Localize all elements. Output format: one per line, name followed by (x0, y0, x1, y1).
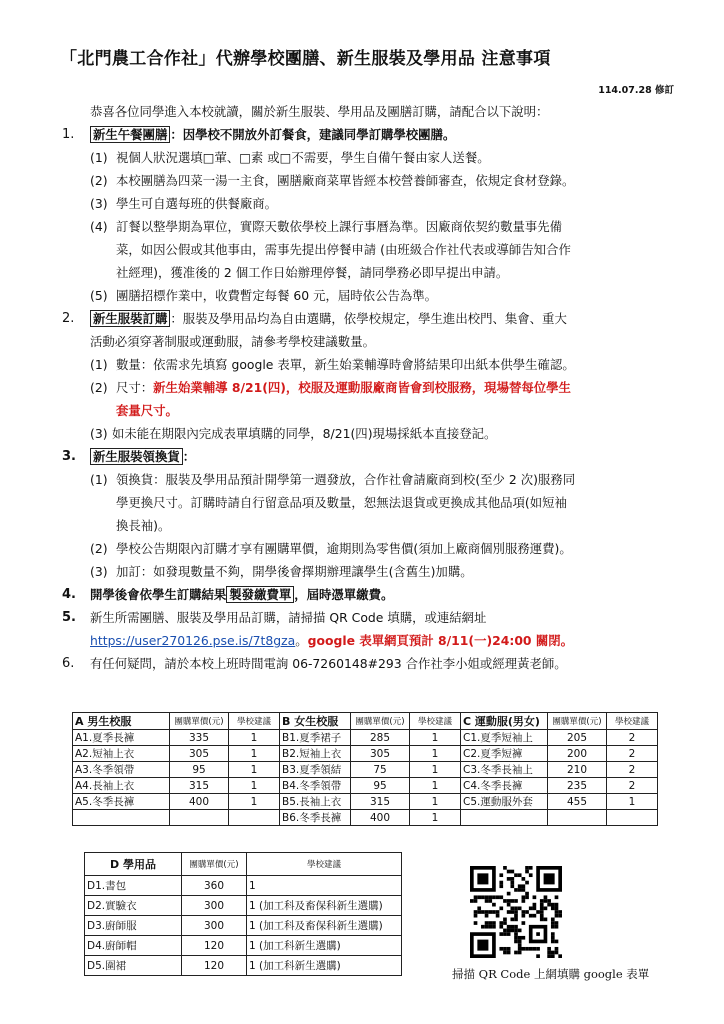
list-item (62, 353, 668, 376)
section-colon: ： (182, 449, 196, 464)
list-item (62, 468, 668, 491)
item-text: 團膳招標作業中，收費暫定每餐 60 元，屆時依公告為準。 (116, 288, 438, 303)
table-cell: 1 (607, 794, 658, 810)
table-cell: 95 (170, 762, 229, 778)
table-cell: 2 (607, 730, 658, 746)
item-number: (1) (90, 472, 108, 487)
table-cell (229, 810, 280, 826)
table-row (85, 876, 402, 896)
header-boys-uniform: A 男生校服 (73, 713, 170, 730)
section-text-continued: 活動必須穿著制服或運動服，請參考學校建議數量。 (90, 334, 375, 349)
item-text: 如未能在期限內完成表單填購的同學，8/21(四)現場採紙本直接登記。 (112, 426, 497, 441)
table-cell: 1 (410, 746, 461, 762)
table-cell: 1 (410, 810, 461, 826)
item-number: (5) (90, 288, 108, 303)
section-5 (62, 606, 668, 629)
section-number: 3. (62, 449, 76, 464)
qr-code-icon[interactable] (470, 866, 562, 958)
section-text: 開學後會依學生訂購結果 (90, 587, 227, 602)
table-row (73, 778, 658, 794)
table-cell: 1 (229, 730, 280, 746)
section-text: ：服裝及學用品均為自由選購，依學校規定，學生進出校門、集會、重大 (170, 311, 567, 326)
table-cell: B3.夏季領結 (280, 762, 351, 778)
table-row (85, 916, 402, 936)
table-cell: 1 (加工科及畜保科新生選購) (247, 916, 402, 936)
section-6 (62, 652, 668, 675)
section-3 (62, 445, 668, 468)
header-price: 團購單價(元) (182, 853, 247, 876)
header-price: 團購單價(元) (170, 713, 229, 730)
list-item (62, 422, 668, 445)
item-text: 領換貨：服裝及學用品預計開學第一週發放，合作社會請廠商到校(至少 2 次)服務同 (116, 472, 576, 487)
page-title: 「北門農工合作社」代辦學校團膳、新生服裝及學用品 注意事項 (60, 49, 551, 69)
revision-date: 114.07.28 修訂 (598, 85, 674, 96)
list-item (62, 560, 668, 583)
table-cell (73, 810, 170, 826)
header-price: 團購單價(元) (351, 713, 410, 730)
table-cell: 305 (170, 746, 229, 762)
item-text: 視個人狀況選填□葷、□素 或□不需要，學生自備午餐由家人送餐。 (116, 150, 490, 165)
header-price: 團購單價(元) (548, 713, 607, 730)
item-text-continued: 社經理)，獲准後的 2 個工作日始辦理停餐，請同學務必即早提出申請。 (116, 265, 509, 280)
table-cell: 400 (351, 810, 410, 826)
table-cell: C4.冬季長褲 (461, 778, 548, 794)
table-cell: 1 (410, 762, 461, 778)
highlight-text-continued: 套量尺寸。 (116, 403, 178, 418)
google-form-link[interactable]: https://user270126.pse.is/7t8gza (90, 633, 296, 648)
table-cell: 2 (607, 762, 658, 778)
table-cell: 285 (351, 730, 410, 746)
table-cell: 1 (加工科及畜保科新生選購) (247, 896, 402, 916)
table-cell: A3.冬季領帶 (73, 762, 170, 778)
item-text: 訂餐以整學期為單位，實際天數依學校上課行事曆為準。因廠商依契約數量事先備 (116, 219, 563, 234)
list-item (62, 146, 668, 169)
notice-body (62, 100, 668, 675)
item-number: (2) (90, 173, 108, 188)
table-cell: 2 (607, 746, 658, 762)
table-cell: 95 (351, 778, 410, 794)
item-text: 數量：依需求先填寫 google 表單，新生始業輔導時會將結果印出紙本供學生確認。 (116, 357, 575, 372)
table-cell: B6.冬季長褲 (280, 810, 351, 826)
header-girls-uniform: B 女生校服 (280, 713, 351, 730)
table-row (73, 730, 658, 746)
table-cell: B1.夏季裙子 (280, 730, 351, 746)
table-cell: C5.運動服外套 (461, 794, 548, 810)
item-number: (3) (90, 564, 108, 579)
table-cell: 1 (229, 762, 280, 778)
table-header-row (73, 713, 658, 730)
table-cell: 235 (548, 778, 607, 794)
table-cell (461, 810, 548, 826)
uniform-price-table (72, 712, 658, 826)
table-cell: 1 (410, 778, 461, 794)
intro-text: 恭喜各位同學進入本校就讀，關於新生服裝、學用品及團膳訂購，請配合以下說明： (90, 104, 549, 119)
header-suggest: 學校建議 (410, 713, 461, 730)
table-row (73, 810, 658, 826)
list-item (62, 284, 668, 307)
table-cell: 1 (加工科新生選購) (247, 936, 402, 956)
table-cell: B4.冬季領帶 (280, 778, 351, 794)
table-cell: 315 (170, 778, 229, 794)
section-heading: 新生服裝訂購 (90, 310, 170, 327)
item-text-continued: 學更換尺寸。訂購時請自行留意品項及數量，恕無法退貨或更換成其他品項(如短袖 (116, 495, 567, 510)
item-number: (3) (90, 196, 108, 211)
table-row (85, 936, 402, 956)
list-item (62, 376, 668, 399)
table-cell: 315 (351, 794, 410, 810)
table-cell (170, 810, 229, 826)
table-cell: 75 (351, 762, 410, 778)
table-cell: 1 (229, 746, 280, 762)
list-item (62, 169, 668, 192)
header-suggest: 學校建議 (247, 853, 402, 876)
table-cell: C3.冬季長袖上 (461, 762, 548, 778)
section-heading: 新生服裝領換貨 (90, 448, 183, 465)
highlight-text: 新生始業輔導 8/21(四)，校服及運動服廠商皆會到校服務，現場替每位學生 (153, 380, 571, 395)
table-cell: 120 (182, 956, 247, 976)
section-text: ，屆時憑單繳費。 (294, 587, 394, 602)
item-text: 加訂：如發現數量不夠，開學後會擇期辦理讓學生(含舊生)加購。 (116, 564, 473, 579)
table-row (85, 956, 402, 976)
section-number: 1. (62, 127, 75, 142)
table-cell: 1 (410, 730, 461, 746)
item-text-continued: 換長袖)。 (116, 518, 171, 533)
table-cell: 400 (170, 794, 229, 810)
section-number: 4. (62, 587, 76, 602)
table-cell: 300 (182, 896, 247, 916)
table-cell: B2.短袖上衣 (280, 746, 351, 762)
header-suggest: 學校建議 (229, 713, 280, 730)
table-cell: 1 (247, 876, 402, 896)
section-number: 2. (62, 311, 75, 326)
table-cell: 300 (182, 916, 247, 936)
deadline-notice: google 表單網頁預計 8/11(一)24:00 關閉。 (307, 633, 574, 648)
section-text: 有任何疑問，請於本校上班時間電詢 06-7260148#293 合作社李小姐或經理黃老師。 (90, 656, 567, 671)
table-cell (548, 810, 607, 826)
table-cell: D2.實驗衣 (85, 896, 182, 916)
table-cell: 1 (410, 794, 461, 810)
table-cell: A4.長袖上衣 (73, 778, 170, 794)
table-cell: D3.廚師服 (85, 916, 182, 936)
item-text-continued: 菜，如因公假或其他事由，需事先提出停餐申請 (由班級合作社代表或導師告知合作 (116, 242, 571, 257)
table-cell: A2.短袖上衣 (73, 746, 170, 762)
item-number: (2) (90, 380, 108, 395)
table-cell: A5.冬季長褲 (73, 794, 170, 810)
section-number: 6. (62, 656, 75, 671)
table-cell: 360 (182, 876, 247, 896)
header-suggest: 學校建議 (607, 713, 658, 730)
item-text: 本校團膳為四菜一湯一主食，團膳廠商菜單皆經本校營養師審查，依規定食材登錄。 (116, 173, 575, 188)
section-number: 5. (62, 610, 76, 625)
table-cell: 120 (182, 936, 247, 956)
section-boxed-text: 製發繳費單 (226, 586, 294, 603)
item-text: 學生可自選每班的供餐廠商。 (116, 196, 278, 211)
table-cell: 1 (229, 794, 280, 810)
table-cell: D4.廚師帽 (85, 936, 182, 956)
school-supplies-table (84, 852, 402, 976)
item-number: (3) (90, 426, 108, 441)
list-item (62, 215, 668, 238)
header-supplies: D 學用品 (85, 853, 182, 876)
table-cell: 335 (170, 730, 229, 746)
section-text: ：因學校不開放外訂餐食，建議同學訂購學校團膳。 (170, 127, 456, 142)
table-cell: 205 (548, 730, 607, 746)
item-number: (1) (90, 150, 108, 165)
table-cell: D5.圍裙 (85, 956, 182, 976)
table-cell: 1 (加工科新生選購) (247, 956, 402, 976)
table-cell: C2.夏季短褲 (461, 746, 548, 762)
table-row (73, 762, 658, 778)
item-text: 學校公告期限內訂購才享有團購單價，逾期則為零售價(須加上廠商個別服務運費)。 (116, 541, 572, 556)
list-item (62, 192, 668, 215)
table-cell: C1.夏季短袖上 (461, 730, 548, 746)
list-item (62, 537, 668, 560)
table-cell: 210 (548, 762, 607, 778)
table-cell: 1 (229, 778, 280, 794)
section-4 (62, 583, 668, 606)
section-text: 新生所需團膳、服裝及學用品訂購，請掃描 QR Code 填購，或連結網址 (90, 610, 487, 625)
table-cell: D1.書包 (85, 876, 182, 896)
qr-caption: 掃描 QR Code 上網填購 google 表單 (452, 967, 650, 981)
section-heading: 新生午餐團膳 (90, 126, 170, 143)
item-number: (2) (90, 541, 108, 556)
header-sportswear: C 運動服(男女) (461, 713, 548, 730)
table-cell: 305 (351, 746, 410, 762)
table-cell: A1.夏季長褲 (73, 730, 170, 746)
section-2 (62, 307, 668, 330)
table-cell: 455 (548, 794, 607, 810)
section-5-link-line (62, 629, 668, 652)
section-1 (62, 123, 668, 146)
table-cell (607, 810, 658, 826)
item-label: 尺寸： (116, 380, 154, 395)
table-row (85, 896, 402, 916)
item-number: (1) (90, 357, 108, 372)
table-row (73, 794, 658, 810)
separator: 。 (295, 633, 308, 648)
table-cell: B5.長袖上衣 (280, 794, 351, 810)
table-cell: 2 (607, 778, 658, 794)
table-cell: 200 (548, 746, 607, 762)
table-header-row (85, 853, 402, 876)
table-row (73, 746, 658, 762)
item-number: (4) (90, 219, 108, 234)
